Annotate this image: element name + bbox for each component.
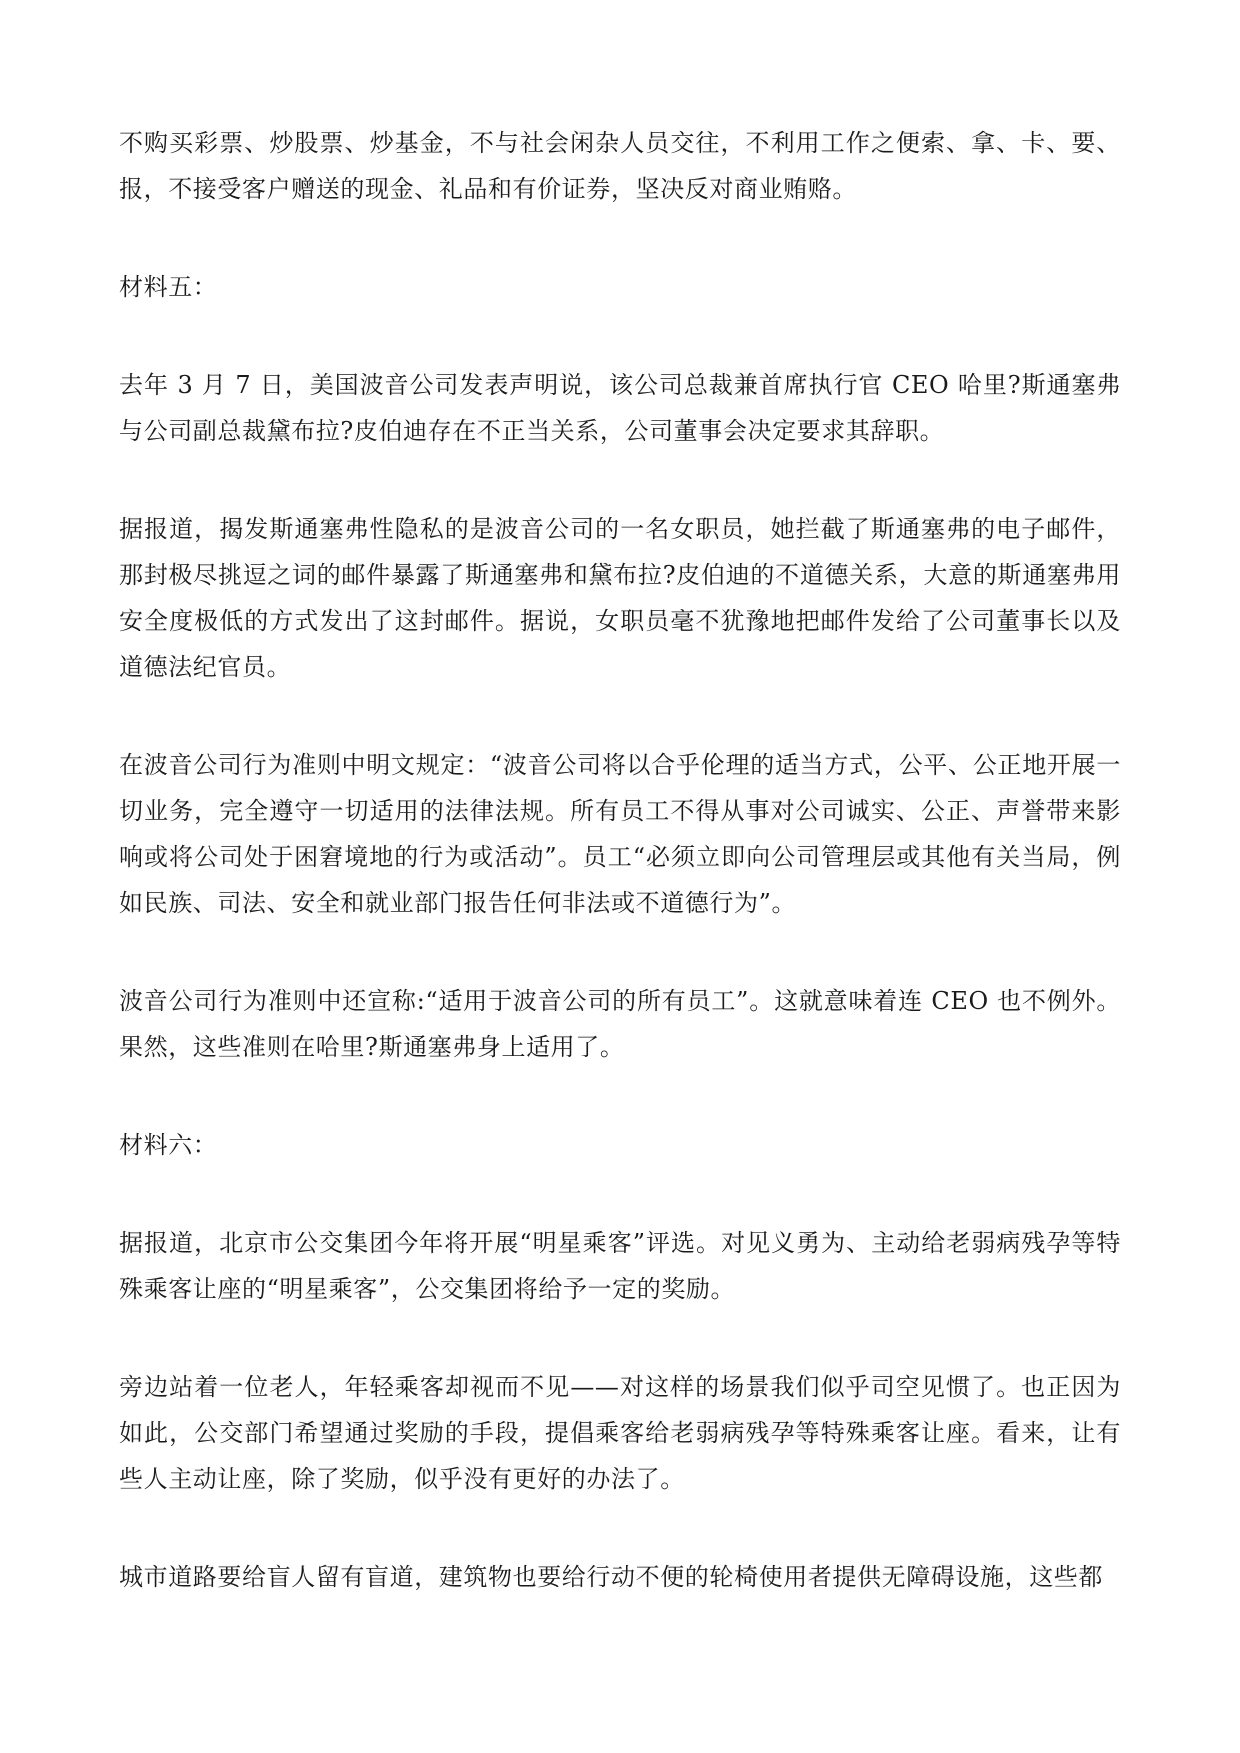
heading-material-five: 材料五： — [119, 273, 218, 301]
paragraph-star-passenger: 据报道，北京市公交集团今年将开展“明星乘客”评选。对见义勇为、主动给老弱病残孕等特殊乘客让座的“明星乘客”，公交集团将给予一定的奖励。 — [119, 1229, 1121, 1303]
paragraph-boeing-report: 据报道，揭发斯通塞弗性隐私的是波音公司的一名女职员，她拦截了斯通塞弗的电子邮件，那封极尽挑逗之词的邮件暴露了斯通塞弗和黛布拉?皮伯迪的不道德关系，大意的斯通塞弗用安全度极低的方式发出了这封邮件。据说，女职员毫不犹豫地把邮件发给了公司董事长以及道德法纪官员。 — [119, 515, 1121, 681]
paragraph-seat-offering: 旁边站着一位老人，年轻乘客却视而不见——对这样的场景我们似乎司空见惯了。也正因为如此，公交部门希望通过奖励的手段，提倡乘客给老弱病残孕等特殊乘客让座。看来，让有些人主动让座，除了奖励，似乎没有更好的办法了。 — [119, 1373, 1121, 1493]
paragraph-boeing-statement: 去年 3 月 7 日，美国波音公司发表声明说，该公司总裁兼首席执行官 CEO 哈里?斯通塞弗与公司副总裁黛布拉?皮伯迪存在不正当关系，公司董事会决定要求其辞职。 — [119, 371, 1121, 445]
paragraph-accessibility: 城市道路要给盲人留有盲道，建筑物也要给行动不便的轮椅使用者提供无障碍设施，这些都 — [119, 1563, 1103, 1591]
document-body — [119, 120, 1121, 1652]
paragraph-boeing-code-applies: 波音公司行为准则中还宣称:“适用于波音公司的所有员工”。这就意味着连 CEO 也不例外。果然，这些准则在哈里?斯通塞弗身上适用了。 — [119, 987, 1121, 1061]
heading-material-six: 材料六： — [119, 1131, 218, 1159]
paragraph-conduct-rules: 不购买彩票、炒股票、炒基金，不与社会闲杂人员交往，不利用工作之便索、拿、卡、要、报，不接受客户赠送的现金、礼品和有价证券，坚决反对商业贿赂。 — [119, 129, 1121, 203]
paragraph-boeing-code: 在波音公司行为准则中明文规定：“波音公司将以合乎伦理的适当方式，公平、公正地开展一切业务，完全遵守一切适用的法律法规。所有员工不得从事对公司诚实、公正、声誉带来影响或将公司处于困窘境地的行为或活动”。员工“必须立即向公司管理层或其他有关当局，例如民族、司法、安全和就业部门报告任何非法或不道德行为”。 — [119, 751, 1121, 917]
